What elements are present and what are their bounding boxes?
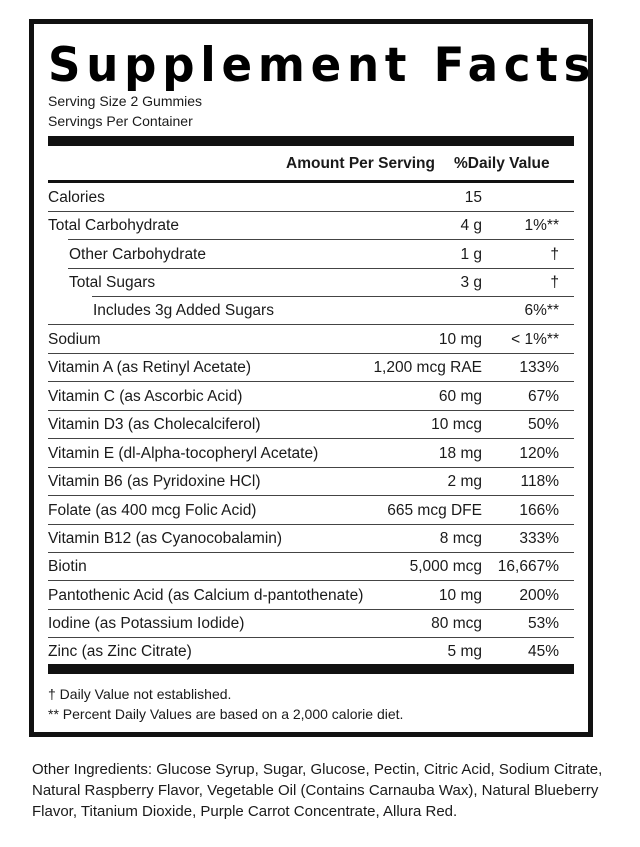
nutrient-daily-value: † [550,246,559,263]
nutrient-name: Vitamin E (dl-Alpha-tocopheryl Acetate) [48,445,319,462]
table-row [48,325,574,354]
nutrient-amount: 5 mg [447,643,482,660]
serving-size: Serving Size 2 Gummies [48,93,203,109]
table-row [48,439,574,468]
table-row [48,382,574,411]
nutrient-name: Total Carbohydrate [48,217,179,234]
nutrient-name: Vitamin D3 (as Cholecalciferol) [48,416,261,433]
nutrient-daily-value: † [550,274,559,291]
nutrient-name: Biotin [48,558,87,575]
nutrient-amount: 80 mcg [431,615,482,632]
table-row [48,269,574,297]
nutrient-amount: 10 mg [438,587,482,604]
nutrient-amount: 1,200 mcg RAE [373,359,482,376]
nutrient-name: Calories [48,189,105,206]
heavy-rule-top [48,136,574,146]
nutrient-daily-value: 45% [527,643,559,660]
nutrient-daily-value: 333% [519,530,559,547]
nutrient-daily-value: 1%** [524,217,559,234]
header-amount-per-serving: Amount Per Serving [286,155,435,172]
nutrient-name: Includes 3g Added Sugars [93,302,274,319]
nutrient-amount: 665 mcg DFE [387,502,482,519]
nutrient-amount: 10 mg [438,331,482,348]
table-row [48,354,574,382]
nutrient-name: Folate (as 400 mcg Folic Acid) [48,502,257,519]
nutrient-name: Pantothenic Acid (as Calcium d-pantothenate) [48,587,364,604]
header-rule [48,180,574,183]
nutrient-amount: 15 [464,189,482,206]
nutrient-daily-value: 166% [519,502,559,519]
nutrient-daily-value: < 1%** [511,331,559,348]
nutrient-name: Vitamin A (as Retinyl Acetate) [48,359,252,376]
supplement-facts-panel [29,19,597,737]
nutrient-name: Vitamin B6 (as Pyridoxine HCl) [48,473,261,490]
nutrient-daily-value: 118% [520,473,559,490]
table-row [48,525,574,553]
nutrient-daily-value: 120% [519,445,559,462]
footnote-percent-daily-values: ** Percent Daily Values are based on a 2,000 calorie diet. [48,706,404,722]
nutrient-daily-value: 6%** [524,302,559,319]
nutrient-name: Total Sugars [69,274,156,291]
table-row [48,468,574,496]
panel-title: Supplement Facts [48,38,597,93]
table-row [48,553,574,581]
nutrient-amount: 5,000 mcg [409,558,482,575]
header-daily-value: %Daily Value [454,155,550,172]
nutrient-daily-value: 16,667% [497,558,559,575]
table-row [48,496,574,525]
table-row [48,411,574,439]
nutrient-name: Vitamin C (as Ascorbic Acid) [48,388,243,405]
nutrient-amount: 2 mg [447,473,482,490]
table-row [48,297,574,325]
nutrient-daily-value: 50% [527,416,559,433]
nutrient-daily-value: 200% [519,587,559,604]
nutrient-name: Vitamin B12 (as Cyanocobalamin) [48,530,283,547]
table-row [48,638,574,666]
table-row [48,184,574,212]
nutrient-amount: 3 g [460,274,482,291]
nutrient-name: Iodine (as Potassium Iodide) [48,615,245,632]
nutrient-name: Other Carbohydrate [69,246,206,263]
table-row [48,212,574,240]
nutrient-daily-value: 53% [527,615,559,632]
nutrient-daily-value: 133% [519,359,559,376]
nutrient-daily-value: 67% [527,388,559,405]
nutrient-amount: 60 mg [438,388,482,405]
nutrient-amount: 18 mg [438,445,482,462]
table-row [48,610,574,638]
footnote-dagger: † Daily Value not established. [48,686,232,702]
table-row [48,581,574,610]
table-row [48,240,574,269]
nutrient-name: Zinc (as Zinc Citrate) [48,643,192,660]
servings-per-container: Servings Per Container [48,113,193,129]
nutrient-amount: 1 g [460,246,482,263]
nutrient-name: Sodium [48,331,101,348]
nutrient-amount: 10 mcg [431,416,482,433]
nutrient-amount: 4 g [460,217,482,234]
heavy-rule-bottom [48,664,574,674]
other-ingredients: Other Ingredients: Glucose Syrup, Sugar, Glucose, Pectin, Citric Acid, Sodium Citrate, Natural Raspberry Flavor, Vegetable Oil (Contains Carnauba Wax), Natural Blueberry Flavor, Titanium Dioxide, Purple Carrot Concentrate, Allura Red. [32,761,603,820]
nutrient-amount: 8 mcg [439,530,482,547]
